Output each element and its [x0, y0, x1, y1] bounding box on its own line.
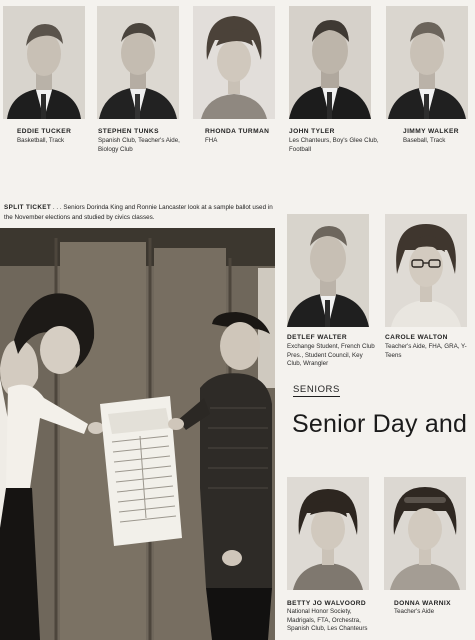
ballot-photo: [0, 228, 275, 640]
senior-name: JIMMY WALKER: [403, 128, 459, 135]
senior-activities: National Honor Society, Madrigals, FTA, Orchestra, Spanish Club, Les Chanteurs: [287, 608, 368, 633]
portrait-detlef-walter: [287, 214, 369, 327]
portrait-figure: [385, 214, 467, 327]
portrait-figure: [287, 477, 369, 590]
senior-activities: Exchange Student, French Club Pres., Student Council, Key Club, Wrangler: [287, 343, 375, 368]
senior-name: DETLEF WALTER: [287, 334, 348, 341]
senior-activities: Baseball, Track: [403, 137, 446, 144]
portrait-stephen-tunks: [97, 6, 179, 119]
senior-activities: Basketball, Track: [17, 137, 65, 144]
senior-name: BETTY JO WALVOORD: [287, 600, 367, 607]
senior-name: EDDIE TUCKER: [17, 128, 72, 135]
photo-caption: [4, 203, 274, 223]
senior-name: CAROLE WALTON: [385, 334, 448, 341]
portrait-eddie-tucker: [3, 6, 85, 119]
portrait-figure: [384, 477, 466, 590]
caption-separator: . . .: [51, 204, 64, 211]
senior-activities: Spanish Club, Teacher's Aide, Biology Club: [98, 137, 180, 153]
portrait-rhonda-turman: [193, 6, 275, 119]
senior-name: STEPHEN TUNKS: [98, 128, 159, 135]
portrait-betty-jo-walvoord: [287, 477, 369, 590]
caption-title: SPLIT TICKET: [4, 204, 52, 211]
section-label: SENIORS: [293, 384, 340, 395]
portrait-jimmy-walker: [386, 6, 468, 119]
senior-name: RHONDA TURMAN: [205, 128, 270, 135]
portrait-figure: [97, 6, 179, 119]
ballot-scene: [0, 228, 275, 640]
portrait-figure: [3, 6, 85, 119]
portrait-figure: [287, 214, 369, 327]
portrait-figure: [386, 6, 468, 119]
portrait-figure: [193, 6, 275, 119]
portrait-carole-walton: [385, 214, 467, 327]
portrait-figure: [289, 6, 371, 119]
senior-activities: Teacher's Aide, FHA, GRA, Y-Teens: [385, 343, 467, 359]
senior-name: DONNA WARNIX: [394, 600, 451, 607]
senior-activities: Teacher's Aide: [394, 608, 435, 615]
section-headline: Senior Day and: [292, 410, 468, 438]
senior-activities: FHA: [205, 137, 218, 144]
caption-text: Seniors Dorinda King and Ronnie Lancaster look at a sample ballot used in the November elections and studied by civics classes.: [4, 204, 273, 221]
portrait-john-tyler: [289, 6, 371, 119]
portrait-donna-warnix: [384, 477, 466, 590]
senior-activities: Les Chanteurs, Boy's Glee Club, Football: [289, 137, 379, 153]
senior-name: JOHN TYLER: [289, 128, 335, 135]
